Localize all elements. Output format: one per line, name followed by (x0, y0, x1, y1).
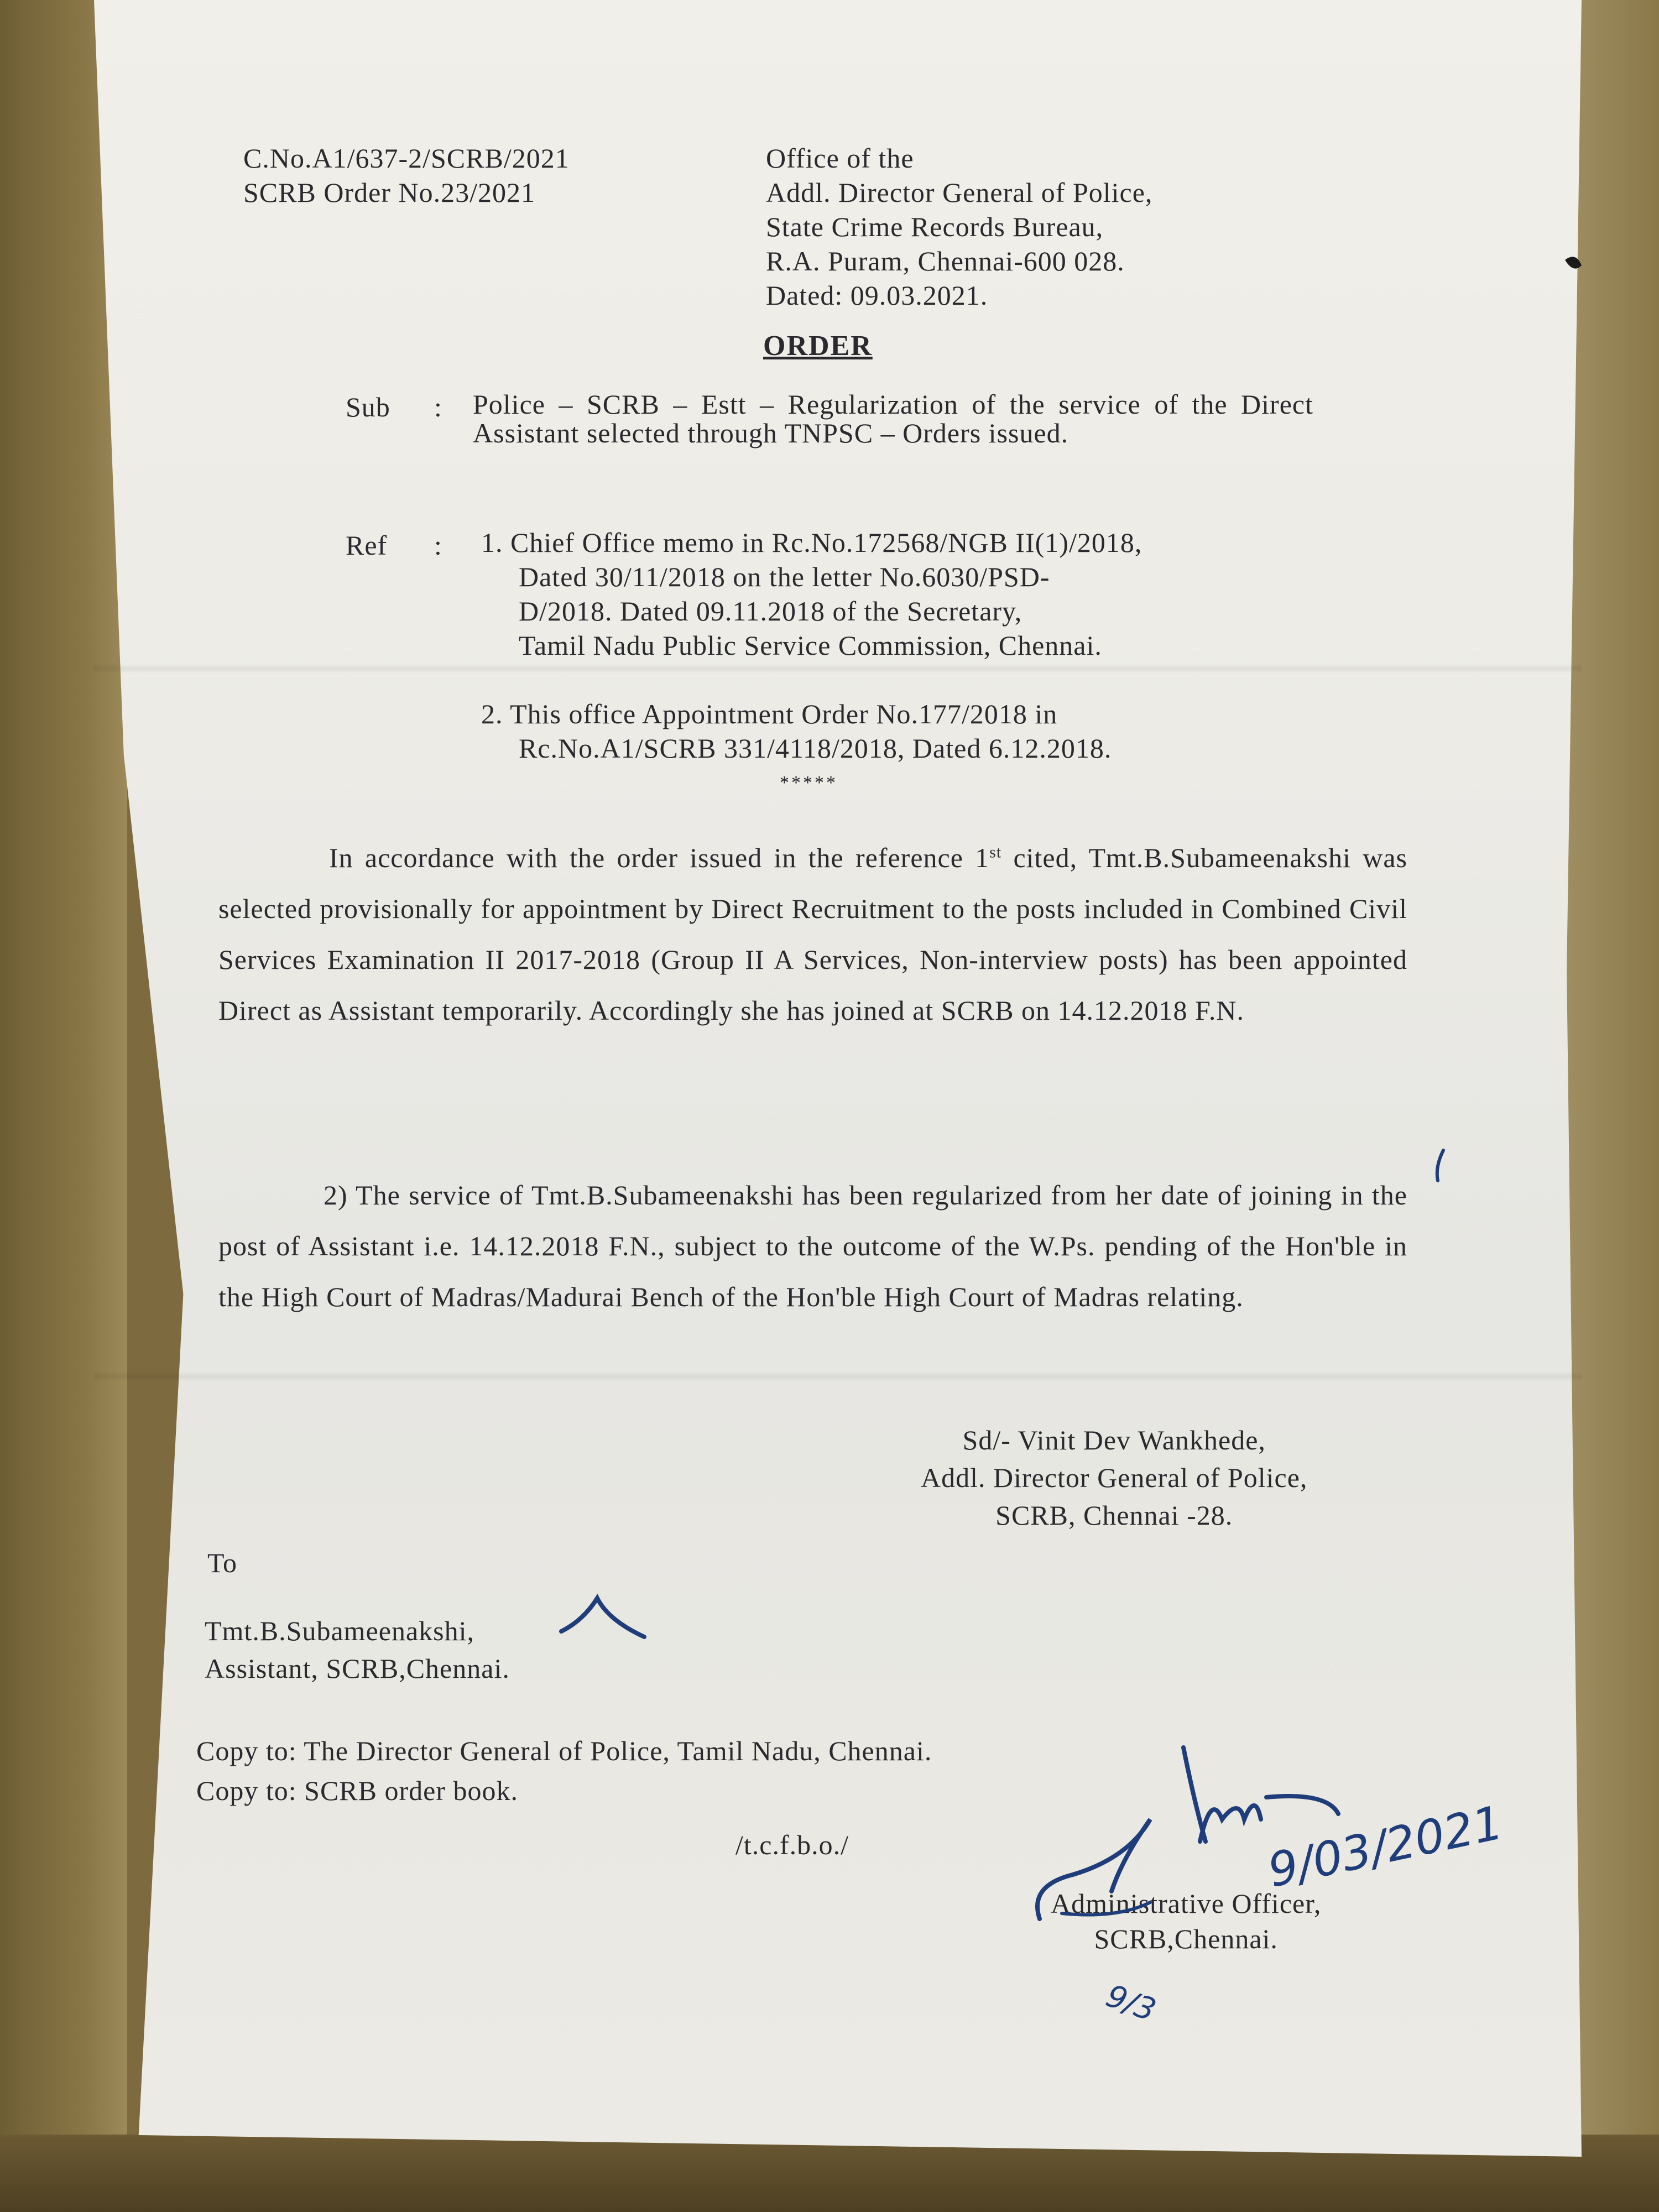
page-stain-icon (1565, 257, 1582, 268)
tick-mark-icon (561, 1598, 644, 1637)
signatory-designation: Addl. Director General of Police, (921, 1462, 1308, 1493)
reference-label: Ref (346, 530, 388, 561)
signature-underline-icon (1062, 1902, 1150, 1915)
reference-line: 2. This office Appointment Order No.177/2018 in (481, 698, 1058, 729)
authority-office: SCRB,Chennai. (1094, 1923, 1278, 1954)
authority-designation: Administrative Officer, (1051, 1888, 1322, 1919)
reference-line: Tamil Nadu Public Service Commission, Chennai. (519, 630, 1102, 661)
copy-to-line: Copy to: SCRB order book. (196, 1775, 518, 1806)
copy-to-line: Copy to: The Director General of Police, Tamil Nadu, Chennai. (196, 1735, 932, 1766)
order-number: SCRB Order No.23/2021 (243, 177, 535, 208)
addressee-name: Tmt.B.Subameenakshi, (205, 1615, 474, 1646)
subject-text: Police – SCRB – Estt – Regularization of the service of the Direct Assistant selected through TNPSC – Orders issued. (473, 389, 1313, 448)
subject-colon: : (434, 392, 442, 422)
file-number: C.No.A1/637-2/SCRB/2021 (243, 143, 570, 174)
address-line: R.A. Puram, Chennai-600 028. (766, 246, 1125, 276)
true-copy-note: /t.c.f.b.o./ (735, 1829, 849, 1860)
to-label: To (207, 1547, 238, 1578)
separator-stars: ***** (780, 773, 838, 793)
signatory-name: Sd/- Vinit Dev Wankhede, (962, 1425, 1266, 1455)
reference-line: 1. Chief Office memo in Rc.No.172568/NGB II(1)/2018, (481, 527, 1142, 558)
address-line: State Crime Records Bureau, (766, 211, 1104, 242)
margin-mark-icon (1437, 1150, 1443, 1181)
reference-line: D/2018. Dated 09.11.2018 of the Secretary, (519, 596, 1022, 627)
address-line: Office of the (766, 143, 914, 174)
signatory-office: SCRB, Chennai -28. (995, 1500, 1233, 1531)
reference-colon: : (434, 530, 442, 561)
superscript: st (989, 843, 1002, 862)
date-line: Dated: 09.03.2021. (766, 280, 988, 311)
subject-label: Sub (346, 392, 390, 422)
paragraph-2: 2) The service of Tmt.B.Subameenakshi has been regularized from her date of joining in the post of Assistant i.e. 14.12.2018 F.N., subject to the outcome of the W.Ps. pending of the Hon'ble in the High Court of Madras/Madurai Bench of the Hon'ble High Court of Madras relating. (218, 1180, 1407, 1312)
reference-line: Dated 30/11/2018 on the letter No.6030/PSD- (519, 561, 1050, 592)
paragraph-1-text: In accordance with the order issued in the reference 1 (329, 842, 990, 873)
address-line: Addl. Director General of Police, (766, 177, 1153, 208)
handwritten-initial: 9/3 (1101, 1978, 1161, 2029)
handwritten-date: 9/03/2021 (1263, 1795, 1508, 1898)
document-title: ORDER (763, 330, 873, 362)
addressee-designation: Assistant, SCRB,Chennai. (205, 1653, 510, 1684)
paragraph-1-text: cited, Tmt.B.Subameenakshi was selected provisionally for appointment by Direct Recruitment to the posts included in Combined Civil Services Examination II 2017-2018 (Group II A Services, Non-interview posts) has been appointed Direct as Assistant temporarily. Accordingly she has joined at SCRB on 14.12.2018 F.N. (218, 842, 1407, 1026)
reference-line: Rc.No.A1/SCRB 331/4118/2018, Dated 6.12.2018. (519, 733, 1112, 764)
